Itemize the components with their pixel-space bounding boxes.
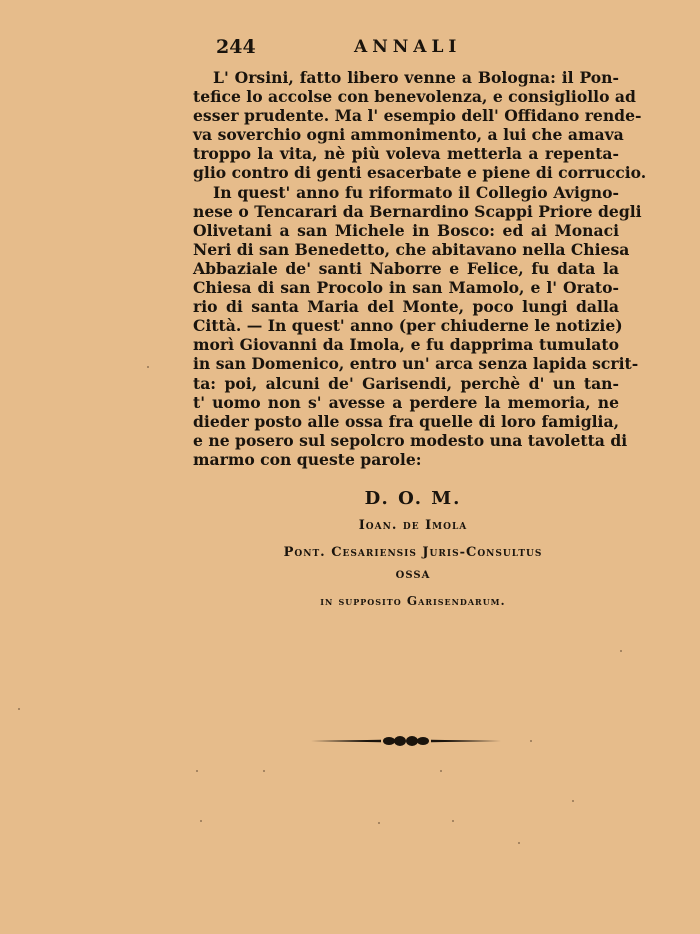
epitaph-line-place: in supposito Garisendarum. [320,594,506,608]
text-line: t' uomo non s' avesse a perdere la memoria, ne [193,392,619,412]
epitaph-line-dom: D. O. M. [364,488,462,509]
running-title: ANNALI [354,37,462,57]
epitaph-line-title: Pont. Cesariensis Juris-Consultus [283,545,543,560]
text-line: tefice lo accolse con benevolenza, e consigliollo ad [193,87,636,107]
text-line: In quest' anno fu riformato il Collegio Avigno- [213,182,619,202]
text-line: dieder posto alle ossa fra quelle di loro famiglia, [193,411,619,431]
text-line: va soverchio ogni ammonimento, a lui che amava [193,125,624,145]
page-number: 244 [216,36,256,58]
text-line: Città. — In quest' anno (per chiuderne le notizie) [193,316,623,336]
text-line: Abbaziale de' santi Naborre e Felice, fu data la [193,258,619,278]
epitaph-line-name: Ioan. de Imola [358,518,468,533]
page-header [214,36,620,62]
epitaph-line-ossa: OSSA [395,570,431,581]
text-line: troppo la vita, nè più voleva metterla a repenta- [193,144,619,164]
text-line: marmo con queste parole: [193,449,422,469]
text-line: glio contro di genti esacerbate e piene di corruccio. [193,163,647,183]
body-text [193,68,647,469]
text-line: morì Giovanni da Imola, e fu dapprima tumulato [193,335,619,355]
tailpiece-rule-ornament-icon [311,733,501,749]
text-line: Olivetani a san Michele in Bosco: ed ai Monaci [193,220,619,240]
text-line: nese o Tencarari da Bernardino Scappi Priore degli [193,201,642,221]
text-line: ta: poi, alcuni de' Garisendi, perchè d' un tan- [193,373,619,393]
text-line: e ne posero sul sepolcro modesto una tavoletta di [193,430,628,450]
text-line: Neri di san Benedetto, che abitavano nella Chiesa [193,239,630,259]
text-line: Chiesa di san Procolo in san Mamolo, e l' Orato- [193,278,619,298]
text-line: L' Orsini, fatto libero venne a Bologna: il Pon- [213,68,619,87]
text-line: in san Domenico, entro un' arca senza lapida scrit- [193,354,639,374]
epitaph-inscription [200,488,626,608]
text-line: esser prudente. Ma l' esempio dell' Offidano rende- [193,106,642,126]
text-line: rio di santa Maria del Monte, poco lungi dalla [193,297,619,317]
